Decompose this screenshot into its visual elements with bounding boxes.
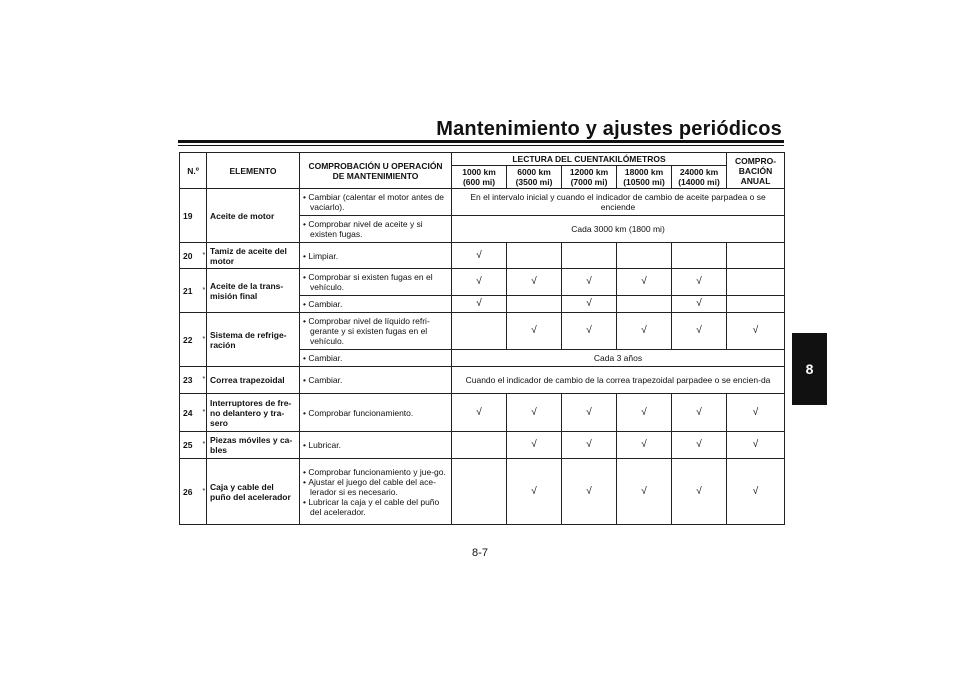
header-interval: 1000 km (600 mi) — [452, 166, 507, 189]
empty-cell — [452, 432, 507, 459]
row-star: * — [200, 243, 207, 269]
check-mark: √ — [617, 459, 672, 525]
row-number: 23 — [180, 367, 200, 394]
check-mark: √ — [507, 432, 562, 459]
check-mark: √ — [452, 296, 507, 313]
header-annual: COMPRO-BACIÓN ANUAL — [727, 153, 785, 189]
check-mark: √ — [672, 459, 727, 525]
row-element: Aceite de motor — [207, 189, 300, 243]
row-element: Tamiz de aceite del motor — [207, 243, 300, 269]
check-mark: √ — [672, 394, 727, 432]
table-row — [180, 459, 785, 525]
title-rule — [178, 140, 784, 143]
row-star: * — [200, 269, 207, 313]
check-mark: √ — [672, 432, 727, 459]
check-mark: √ — [617, 394, 672, 432]
header-element: ELEMENTO — [207, 153, 300, 189]
check-mark: √ — [452, 394, 507, 432]
row-operation: • Lubricar. — [300, 432, 452, 459]
check-mark: √ — [562, 269, 617, 296]
row-star: * — [200, 313, 207, 367]
check-mark: √ — [617, 432, 672, 459]
row-element: Interruptores de fre-no delantero y tra-sero — [207, 394, 300, 432]
empty-cell — [562, 243, 617, 269]
page-number: 8-7 — [472, 547, 488, 559]
row-operation: • Cambiar. — [300, 367, 452, 394]
empty-cell — [727, 296, 785, 313]
row-interval-text: Cada 3 años — [452, 350, 785, 367]
check-mark: √ — [562, 432, 617, 459]
title-rule-thin — [178, 145, 784, 146]
row-operation: • Comprobar funcionamiento y jue-go. • Ajustar el juego del cable del ace-lerador si es necesario. • Lubricar la caja y el cable del puño del acelerador. — [300, 459, 452, 525]
row-number: 22 — [180, 313, 200, 367]
row-element: Sistema de refrige-ración — [207, 313, 300, 367]
row-operation: • Limpiar. — [300, 243, 452, 269]
check-mark: √ — [507, 269, 562, 296]
header-interval: 18000 km (10500 mi) — [617, 166, 672, 189]
row-element: Caja y cable del puño del acelerador — [207, 459, 300, 525]
row-element: Piezas móviles y ca-bles — [207, 432, 300, 459]
empty-cell — [672, 243, 727, 269]
row-number: 25 — [180, 432, 200, 459]
row-operation: • Comprobar si existen fugas en el vehículo. — [300, 269, 452, 296]
check-mark: √ — [617, 269, 672, 296]
empty-cell — [452, 459, 507, 525]
table-row — [180, 189, 785, 216]
check-mark: √ — [452, 269, 507, 296]
table-row — [180, 243, 785, 269]
row-number: 24 — [180, 394, 200, 432]
header-row — [180, 153, 785, 166]
empty-cell — [507, 296, 562, 313]
row-star: * — [200, 394, 207, 432]
check-mark: √ — [562, 313, 617, 350]
check-mark: √ — [727, 459, 785, 525]
header-interval: 12000 km (7000 mi) — [562, 166, 617, 189]
header-no: N.º — [180, 153, 207, 189]
empty-cell — [617, 296, 672, 313]
row-number: 20 — [180, 243, 200, 269]
check-mark: √ — [727, 394, 785, 432]
row-number: 21 — [180, 269, 200, 313]
page-title: Mantenimiento y ajustes periódicos — [436, 118, 782, 140]
row-operation: • Cambiar. — [300, 350, 452, 367]
check-mark: √ — [562, 296, 617, 313]
table-row — [180, 313, 785, 350]
check-mark: √ — [507, 394, 562, 432]
table-row — [180, 367, 785, 394]
row-star: * — [200, 367, 207, 394]
row-operation: • Comprobar nivel de aceite y si existen fugas. — [300, 216, 452, 243]
table-row — [180, 394, 785, 432]
header-interval: 6000 km (3500 mi) — [507, 166, 562, 189]
header-interval: 24000 km (14000 mi) — [672, 166, 727, 189]
row-element: Correa trapezoidal — [207, 367, 300, 394]
check-mark: √ — [672, 313, 727, 350]
check-mark: √ — [562, 394, 617, 432]
empty-cell — [507, 243, 562, 269]
check-mark: √ — [727, 313, 785, 350]
row-star: * — [200, 459, 207, 525]
row-interval-text: En el intervalo inicial y cuando el indicador de cambio de aceite parpadea o se enciende — [452, 189, 785, 216]
row-element: Aceite de la trans-misión final — [207, 269, 300, 313]
table-row — [180, 432, 785, 459]
empty-cell — [727, 269, 785, 296]
header-check: COMPROBACIÓN U OPERACIÓN DE MANTENIMIENTO — [300, 153, 452, 189]
row-operation: • Comprobar nivel de líquido refri-gerante y si existen fugas en el vehículo. — [300, 313, 452, 350]
header-odometer: LECTURA DEL CUENTAKILÓMETROS — [452, 153, 727, 166]
empty-cell — [727, 243, 785, 269]
row-star: * — [200, 432, 207, 459]
check-mark: √ — [562, 459, 617, 525]
row-interval-text: Cada 3000 km (1800 mi) — [452, 216, 785, 243]
check-mark: √ — [672, 269, 727, 296]
row-interval-text: Cuando el indicador de cambio de la correa trapezoidal parpadee o se encien-da — [452, 367, 785, 394]
maintenance-table — [179, 152, 785, 525]
row-number: 26 — [180, 459, 200, 525]
empty-cell — [452, 313, 507, 350]
check-mark: √ — [507, 313, 562, 350]
empty-cell — [617, 243, 672, 269]
row-star — [200, 189, 207, 243]
row-operation: • Comprobar funcionamiento. — [300, 394, 452, 432]
check-mark: √ — [507, 459, 562, 525]
check-mark: √ — [727, 432, 785, 459]
check-mark: √ — [617, 313, 672, 350]
table-row — [180, 269, 785, 296]
check-mark: √ — [452, 243, 507, 269]
row-number: 19 — [180, 189, 200, 243]
row-operation: • Cambiar (calentar el motor antes de vaciarlo). — [300, 189, 452, 216]
row-operation: • Cambiar. — [300, 296, 452, 313]
check-mark: √ — [672, 296, 727, 313]
chapter-tab[interactable]: 8 — [792, 333, 827, 405]
